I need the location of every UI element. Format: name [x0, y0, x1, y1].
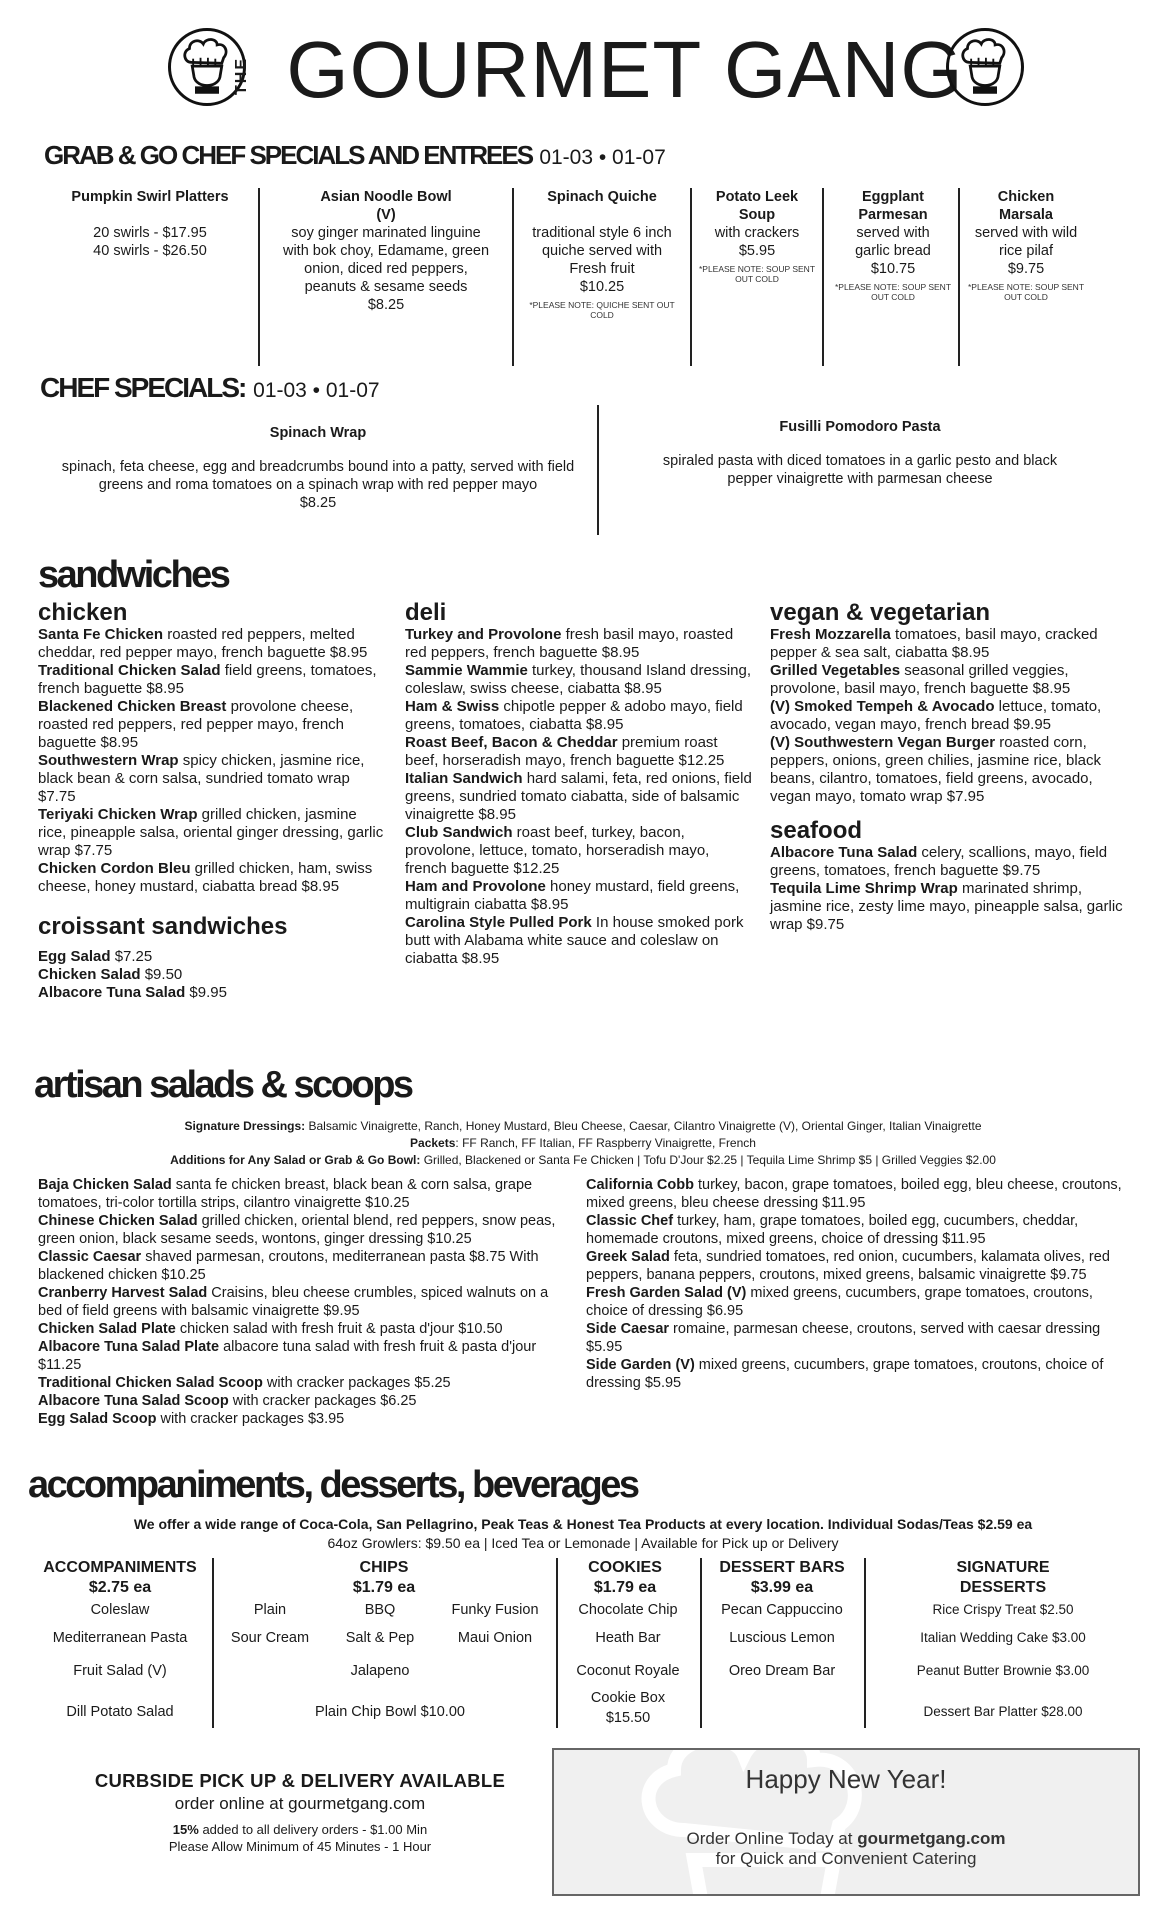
- grab-item-line: [518, 206, 686, 224]
- accompaniments-title: accompaniments, desserts, beverages: [28, 1464, 638, 1506]
- list-item: Turkey and Provolone fresh basil mayo, roasted red peppers, french baguette $8.95: [405, 626, 734, 661]
- list-item: Egg Salad $7.25: [38, 948, 153, 965]
- list-item: Egg Salad Scoop with cracker packages $3.95: [38, 1411, 345, 1427]
- chef-special-desc: spinach, feta cheese, egg and breadcrumbs bound into a patty, served with field greens and roma tomatoes on a spinach wrap with red pepper mayo: [61, 459, 575, 493]
- list-item: Classic Chef turkey, ham, grape tomatoes, boiled egg, cucumbers, cheddar, homemade croutons, mixed greens, choice of dressing $11.95: [586, 1213, 1079, 1247]
- grab-item-price: $9.75: [1007, 261, 1045, 277]
- chips-item: Salt & Pep: [345, 1630, 415, 1646]
- curbside-block: [40, 1770, 560, 1854]
- acc-item: Coleslaw: [90, 1602, 150, 1618]
- divider: [512, 188, 514, 366]
- grab-item: [266, 188, 506, 314]
- cookie-item: Heath Bar: [595, 1630, 661, 1646]
- cookies-price: $1.79 ea: [593, 1579, 657, 1596]
- divider: [258, 188, 260, 366]
- chips-item: Sour Cream: [230, 1630, 310, 1646]
- list-item: Sammie Wammie turkey, thousand Island dressing, coleslaw, swiss cheese, ciabatta $8.95: [405, 662, 752, 697]
- acc-col-chips: [214, 1558, 554, 1598]
- acc-heading: ACCOMPANIMENTS: [43, 1559, 197, 1576]
- grab-item-price: $5.95: [738, 243, 776, 259]
- croissant-heading: croissant sandwiches: [38, 913, 288, 940]
- chef-specials-title: CHEF SPECIALS: [40, 372, 239, 403]
- signature-heading: DESSERTS: [959, 1579, 1047, 1596]
- vegan-section: [770, 600, 1128, 934]
- grab-item-note: *PLEASE NOTE: SOUP SENT OUT COLD: [698, 264, 816, 284]
- acc-price: $2.75 ea: [88, 1579, 152, 1596]
- salads-title: artisan salads & scoops: [34, 1064, 412, 1106]
- chef-special-name: Spinach Wrap: [269, 425, 367, 441]
- grab-item-name: Parmesan: [858, 207, 928, 223]
- deli-heading: deli: [405, 599, 447, 626]
- signature-item: Rice Crispy Treat $2.50: [932, 1602, 1074, 1617]
- chips-item: BBQ: [364, 1602, 396, 1618]
- divider: [822, 188, 824, 366]
- beverages-line: We offer a wide range of Coca-Cola, San Pellagrino, Peak Teas & Honest Tea Products at every location. Individual Sodas/Teas $2.59 ea: [133, 1516, 1033, 1532]
- acc-col-cookies: [558, 1558, 692, 1598]
- salads-right-list: [586, 1176, 1131, 1392]
- chef-special-price: $8.25: [299, 495, 337, 511]
- chef-specials-heading: [40, 372, 380, 404]
- cookies-heading: COOKIES: [588, 1559, 662, 1576]
- grab-item-line: served with wild: [974, 225, 1078, 241]
- grab-item: [518, 188, 686, 320]
- chips-price: $1.79 ea: [352, 1579, 416, 1596]
- list-item: Albacore Tuna Salad Scoop with cracker packages $6.25: [38, 1393, 417, 1409]
- salads-left-list: [38, 1176, 568, 1428]
- chips-heading: CHIPS: [359, 1559, 409, 1576]
- signature-item: Dessert Bar Platter $28.00: [923, 1704, 1083, 1719]
- deli-section: [405, 600, 755, 968]
- list-item: Grilled Vegetables seasonal grilled veggies, provolone, basil mayo, french baguette $8.95: [770, 662, 1071, 697]
- acc-item: Fruit Salad (V): [73, 1663, 167, 1679]
- list-item: Albacore Tuna Salad celery, scallions, mayo, field greens, tomatoes, french baguette $9.75: [770, 844, 1108, 879]
- grab-item-price: $10.25: [579, 279, 625, 295]
- grab-item-note: *PLEASE NOTE: SOUP SENT OUT COLD: [967, 282, 1085, 302]
- grab-item-price: $10.75: [870, 261, 916, 277]
- grab-item: [696, 188, 818, 284]
- delivery-fee-line: 15% added to all delivery orders - $1.00 Min: [172, 1822, 428, 1837]
- chef-special-desc: spiraled pasta with diced tomatoes in a garlic pesto and black pepper vinaigrette with parmesan cheese: [662, 453, 1058, 487]
- grab-item-line: Fresh fruit: [569, 261, 635, 277]
- grab-item-name: Pumpkin Swirl Platters: [71, 189, 229, 205]
- seafood-heading: seafood: [770, 817, 863, 844]
- grab-item-note: *PLEASE NOTE: QUICHE SENT OUT COLD: [529, 300, 675, 320]
- grab-item-price: $8.25: [367, 297, 405, 313]
- bar-item: Oreo Dream Bar: [728, 1663, 836, 1679]
- curbside-heading: CURBSIDE PICK UP & DELIVERY AVAILABLE: [94, 1770, 506, 1791]
- list-item: Roast Beef, Bacon & Cheddar premium roast beef, horseradish mayo, french baguette $12.25: [405, 734, 725, 769]
- list-item: Fresh Mozzarella tomatoes, basil mayo, cracked pepper & sea salt, ciabatta $8.95: [770, 626, 1098, 661]
- grab-item-line: peanuts & sesame seeds: [304, 279, 468, 295]
- divider: [690, 188, 692, 366]
- order-online-line: order online at gourmetgang.com: [174, 1794, 426, 1813]
- bars-heading: DESSERT BARS: [719, 1559, 845, 1576]
- bar-item: Luscious Lemon: [729, 1630, 835, 1646]
- chef-specials-dates: 01-03 • 01-07: [253, 379, 380, 402]
- grab-item-line: onion, diced red peppers,: [304, 261, 468, 277]
- list-item: Chicken Salad Plate chicken salad with fresh fruit & pasta d'jour $10.50: [38, 1321, 503, 1337]
- chef-logo-icon-right: [946, 28, 1024, 106]
- grab-item-line: served with: [856, 225, 930, 241]
- list-item: Southwestern Wrap spicy chicken, jasmine rice, black bean & corn salsa, sundried tomato wrap $7.75: [38, 752, 365, 805]
- allow-time-line: Please Allow Minimum of 45 Minutes - 1 Hour: [168, 1839, 432, 1854]
- growlers-line: 64oz Growlers: $9.50 ea | Iced Tea or Lemonade | Available for Pick up or Delivery: [327, 1535, 839, 1551]
- brand-name: GOURMET GANG: [286, 25, 964, 114]
- signature-item: Italian Wedding Cake $3.00: [920, 1630, 1086, 1645]
- grab-item: [962, 188, 1090, 302]
- grab-item-note: *PLEASE NOTE: SOUP SENT OUT COLD: [834, 282, 952, 302]
- divider: [597, 405, 599, 535]
- grab-go-dates: 01-03 • 01-07: [539, 146, 666, 169]
- grab-item: [830, 188, 956, 302]
- chicken-heading: chicken: [38, 599, 128, 626]
- divider: [864, 1558, 866, 1728]
- list-item: Albacore Tuna Salad Plate albacore tuna salad with fresh fruit & pasta d'jour $11.25: [38, 1339, 537, 1373]
- grab-item-line: 20 swirls - $17.95: [93, 225, 207, 241]
- list-item: Traditional Chicken Salad field greens, tomatoes, french baguette $8.95: [38, 662, 377, 697]
- acc-col-bars: [702, 1558, 862, 1598]
- grab-item-name: Eggplant: [861, 189, 925, 205]
- happy-new-year-text: Happy New Year!: [745, 1764, 947, 1794]
- grab-item-name: Chicken: [997, 189, 1055, 205]
- list-item: Greek Salad feta, sundried tomatoes, red onion, cucumbers, kalamata olives, red peppers, banana peppers, croutons, mixed greens, balsamic vinaigrette $9.75: [586, 1249, 1110, 1283]
- list-item: Club Sandwich roast beef, turkey, bacon, provolone, lettuce, tomato, horseradish mayo, french baguette $12.25: [405, 824, 710, 877]
- salads-dressings: Signature Dressings: Balsamic Vinaigrette, Ranch, Honey Mustard, Bleu Cheese, Caesar, Cilantro Vinaigrette (V), Oriental Ginger, Italian Vinaigrette Packets: FF Ranch, FF Italian, FF Raspberry Vinaigrette, French Additions for Any Salad or Grab & Go Bowl: Grilled, Blackened or Santa Fe Chicken | Tofu D'Jour $2.25 | Tequila Lime Shrimp $5 | Grilled Veggies $2.00: [170, 1119, 996, 1167]
- list-item: Classic Caesar shaved parmesan, croutons, mediterranean pasta $8.75 With blackened chicken $10.25: [38, 1249, 539, 1283]
- list-item: (V) Smoked Tempeh & Avocado lettuce, tomato, avocado, vegan mayo, french bread $9.95: [770, 698, 1102, 733]
- divider: [958, 188, 960, 366]
- grab-go-heading: [44, 140, 666, 171]
- signature-item: Peanut Butter Brownie $3.00: [916, 1663, 1090, 1678]
- chef-special-name: Fusilli Pomodoro Pasta: [779, 419, 941, 435]
- list-item: Tequila Lime Shrimp Wrap marinated shrimp, jasmine rice, zesty lime mayo, pineapple salsa, garlic wrap $9.75: [770, 880, 1123, 933]
- grab-item-line: quiche served with: [541, 243, 663, 259]
- list-item: Teriyaki Chicken Wrap grilled chicken, jasmine rice, pineapple salsa, oriental ginger dressing, garlic wrap $7.75: [38, 806, 384, 859]
- acc-col-accompaniments: [30, 1558, 210, 1598]
- grab-item-name: Spinach Quiche: [547, 189, 657, 205]
- chicken-list: [38, 626, 388, 896]
- chips-item: Plain: [253, 1602, 287, 1618]
- quick-catering-text: for Quick and Convenient Catering: [715, 1849, 977, 1868]
- list-item: Italian Sandwich hard salami, feta, red onions, field greens, sundried tomato ciabatta, side of balsamic vinaigrette $8.95: [405, 770, 752, 823]
- list-item: Side Caesar romaine, parmesan cheese, croutons, served with caesar dressing $5.95: [586, 1321, 1101, 1355]
- cookie-item: Chocolate Chip: [578, 1602, 678, 1618]
- chicken-section: [38, 600, 388, 1002]
- grab-item-line: with crackers: [714, 225, 800, 241]
- list-item: Chicken Cordon Bleu grilled chicken, ham, swiss cheese, honey mustard, ciabatta bread $8.95: [38, 860, 373, 895]
- vegan-heading: vegan & vegetarian: [770, 599, 991, 626]
- order-online-today: Order Online Today at gourmetgang.com: [686, 1829, 1006, 1848]
- list-item: Blackened Chicken Breast provolone cheese, roasted red peppers, red pepper mayo, french baguette $8.95: [38, 698, 354, 751]
- grab-item-line: 40 swirls - $26.50: [93, 243, 207, 259]
- bar-item: Pecan Cappuccino: [721, 1602, 843, 1618]
- acc-col-signature: [868, 1558, 1138, 1598]
- chips-item: Plain Chip Bowl $10.00: [315, 1704, 465, 1720]
- grab-item-name: Potato Leek: [715, 189, 799, 205]
- chips-item: Jalapeno: [350, 1663, 410, 1679]
- grab-item: [50, 188, 250, 260]
- acc-item: Mediterranean Pasta: [52, 1630, 188, 1646]
- chef-specials-colon: :: [238, 372, 246, 403]
- list-item: Santa Fe Chicken roasted red peppers, melted cheddar, red pepper mayo, french baguette $8.95: [38, 626, 368, 661]
- deli-list: [405, 626, 755, 968]
- grab-item-line: with bok choy, Edamame, green: [282, 243, 490, 259]
- croissant-list: [38, 948, 388, 1002]
- vegan-list: [770, 626, 1128, 806]
- grab-item-name: Asian Noodle Bowl: [320, 189, 452, 205]
- grab-item-name: Soup: [738, 207, 776, 223]
- list-item: Cranberry Harvest Salad Craisins, bleu cheese crumbles, spiced walnuts on a bed of field greens with balsamic vinaigrette $9.95: [38, 1285, 549, 1319]
- chef-special-right: [640, 418, 1080, 488]
- list-item: Carolina Style Pulled Pork In house smoked pork butt with Alabama white sauce and coleslaw on ciabatta $8.95: [405, 914, 744, 967]
- grab-item-name: (V): [376, 207, 396, 223]
- list-item: Fresh Garden Salad (V) mixed greens, cucumbers, grape tomatoes, croutons, choice of dressing $6.95: [586, 1285, 1093, 1319]
- list-item: Baja Chicken Salad santa fe chicken breast, black bean & corn salsa, grape tomatoes, tri-color tortilla strips, cilantro vinaigrette $10.25: [38, 1177, 533, 1211]
- grab-item-name: Marsala: [998, 207, 1053, 223]
- cookie-item: $15.50: [605, 1710, 651, 1726]
- signature-heading: SIGNATURE: [956, 1559, 1050, 1576]
- brand-the: THE: [233, 56, 251, 95]
- chips-item: Funky Fusion: [451, 1602, 539, 1618]
- grab-item-line: garlic bread: [855, 243, 931, 259]
- grab-item-line: traditional style 6 inch: [532, 225, 672, 241]
- list-item: Chinese Chicken Salad grilled chicken, oriental blend, red peppers, snow peas, green onion, black sesame seeds, wontons, ginger dressing $10.25: [38, 1213, 556, 1247]
- cookie-item: Cookie Box: [590, 1690, 666, 1706]
- list-item: California Cobb turkey, bacon, grape tomatoes, boiled egg, bleu cheese, croutons, mixed greens, bleu cheese dressing $11.95: [586, 1177, 1122, 1211]
- list-item: Ham & Swiss chipotle pepper & adobo mayo, field greens, tomatoes, ciabatta $8.95: [405, 698, 743, 733]
- grab-item-line: rice pilaf: [999, 243, 1053, 259]
- grab-item-line: soy ginger marinated linguine: [291, 225, 481, 241]
- bars-price: $3.99 ea: [750, 1579, 814, 1596]
- grab-go-title: GRAB & GO CHEF SPECIALS AND ENTREES: [44, 140, 533, 170]
- list-item: Ham and Provolone honey mustard, field greens, multigrain ciabatta $8.95: [405, 878, 740, 913]
- chef-special-left: [40, 424, 596, 512]
- seafood-list: [770, 844, 1128, 934]
- list-item: (V) Southwestern Vegan Burger roasted corn, peppers, onions, green chilies, jasmine rice, black beans, cilantro, tomatoes, field greens, avocado, vegan mayo, tomato wrap $7.95: [770, 734, 1102, 805]
- sandwiches-title: sandwiches: [38, 554, 229, 596]
- cookie-item: Coconut Royale: [576, 1663, 680, 1679]
- list-item: Chicken Salad $9.50: [38, 966, 183, 983]
- chips-item: Maui Onion: [457, 1630, 533, 1646]
- acc-item: Dill Potato Salad: [66, 1704, 174, 1720]
- list-item: Side Garden (V) mixed greens, cucumbers, grape tomatoes, croutons, choice of dressing $5.95: [586, 1357, 1104, 1391]
- list-item: Albacore Tuna Salad $9.95: [38, 984, 227, 1001]
- list-item: Traditional Chicken Salad Scoop with cracker packages $5.25: [38, 1375, 451, 1391]
- grab-item-line: [50, 206, 250, 224]
- new-year-box: [552, 1748, 1140, 1896]
